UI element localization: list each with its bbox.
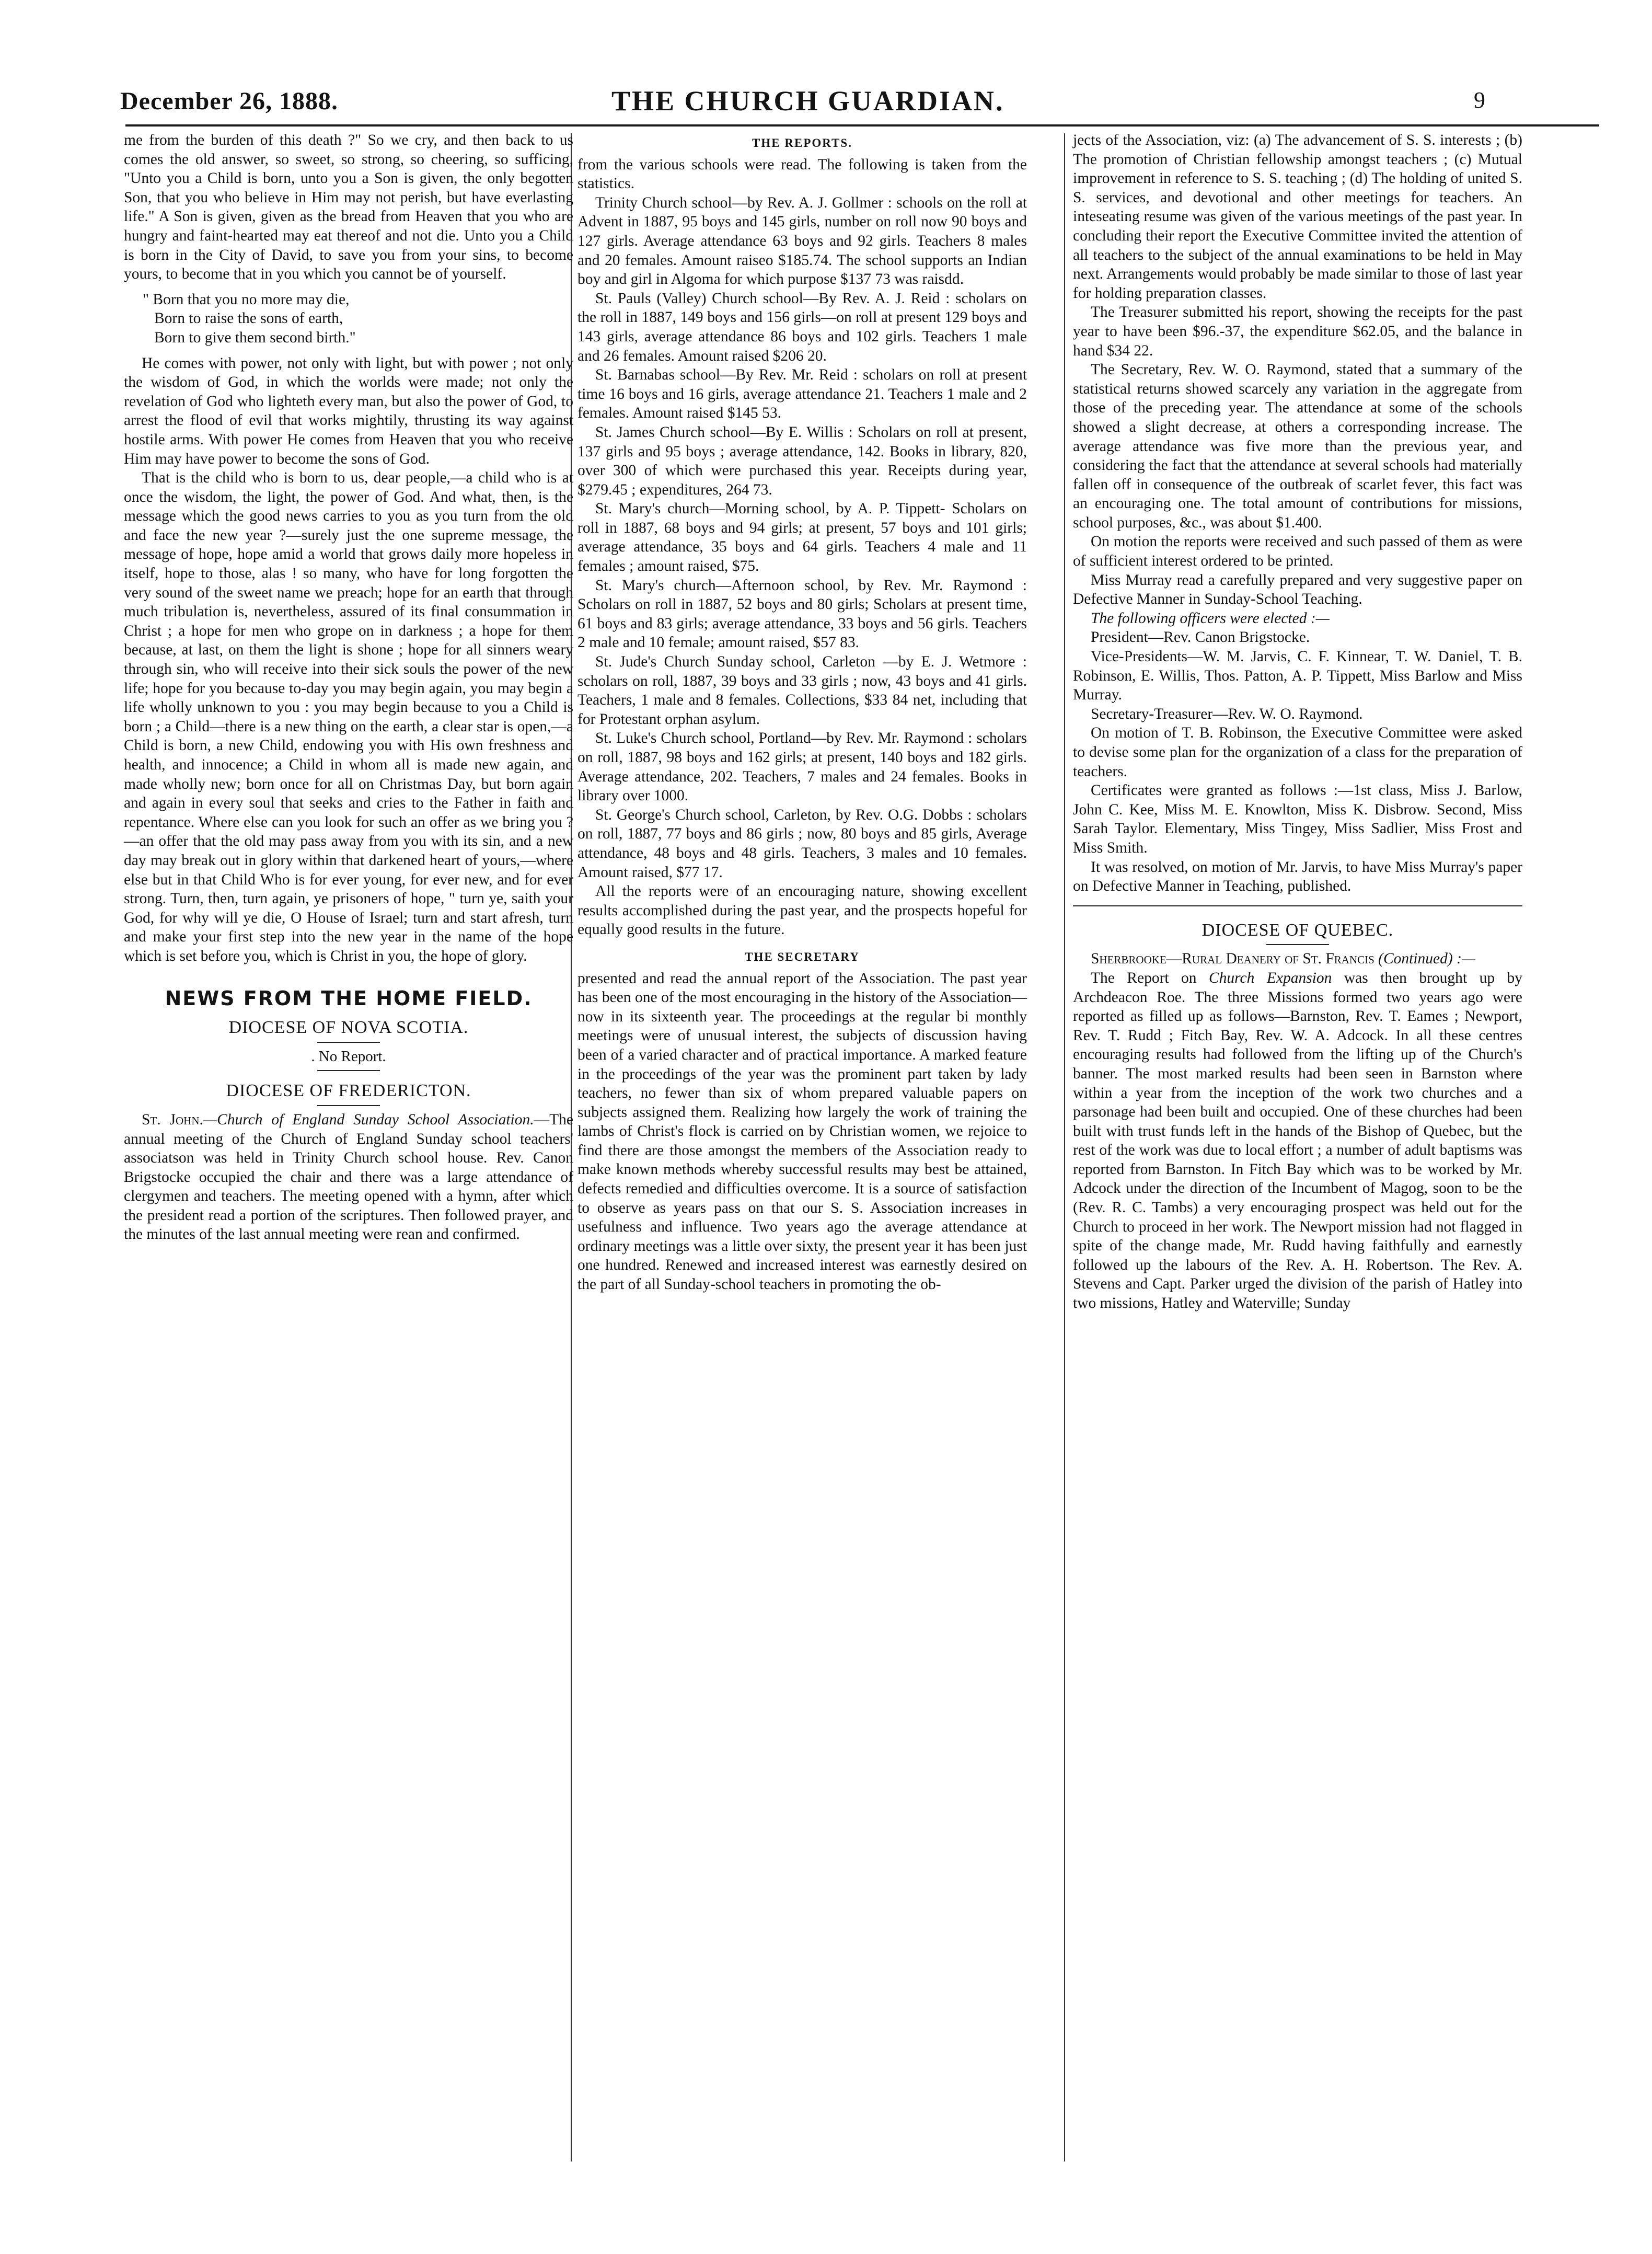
- column-divider: [1064, 133, 1065, 2161]
- report-paragraph: [124, 1110, 573, 1244]
- school-report: St. Jude's Church Sunday school, Carleton —by E. J. Wetmore : scholars on roll, 1887, 39 boys and 33 girls ; now, 43 boys and 41 girls. Teachers, 1 male and 8 females. Collections, $33 84 net, including that for Protestant orphan asylum.: [577, 653, 1027, 728]
- report-text: was then brought up by Archdeacon Roe. The three Missions formed two years ago were reported as filled up as follows—Barnston, Rev. T. Eames ; Newport, Rev. T. Rudd ; Fitch Bay, Rev. W. A. Adcock. In all these centres encouraging results had followed from the lifting up of the Church's banner. The most marked results had been seen in Barnston where within a year from the inception of the work two churches and a parsonage had been built and occupied. One of these churches had been built with trust funds left in the hands of the Bishop of Quebec, but the rest of the work was due to local effort ; a number of adult baptisms was reported from Barnston. In Fitch Bay which was to be worked by Mr. Adcock under the direction of the Incumbent of Magog, soon to be the (Rev. R. C. Tambs) a very encouraging prospect was held out for the Church to proceed in her work. The Newport mission had not flagged in spite of the change made, Mr. Rudd having faithfully and earnestly followed up the labours of the Rev. A. H. Robertson. The Rev. A. Stevens and Capt. Parker urged the division of the parish of Hatley into two missions, Hatley and Waterville; Sunday: [1073, 969, 1523, 1312]
- report-text: The Report on: [1091, 969, 1209, 986]
- subheading: THE SECRETARY: [745, 950, 860, 963]
- report-paragraph: On motion of T. B. Robinson, the Executive Committee were asked to devise some plan for the organization of a class for the preparation of teachers.: [1073, 724, 1522, 780]
- officer-entry: Vice-Presidents—W. M. Jarvis, C. F. Kinnear, T. W. Daniel, T. B. Robinson, E. Willis, Thos. Patton, A. P. Tippett, Miss Barlow and Miss Murray.: [1073, 648, 1522, 704]
- no-report-note: . No Report.: [311, 1048, 386, 1065]
- treasurer-report: The Treasurer submitted his report, showing the receipts for the past year to have been $96.-37, the expenditure $62.05, and the balance in hand $34 22.: [1073, 304, 1522, 359]
- verse-line: " Born that you no more may die,: [143, 291, 350, 308]
- divider: [317, 1105, 380, 1106]
- secretary-report: presented and read the annual report of the Association. The past year has been one of the most encouraging in the history of the Association—now in its sixteenth year. The proceedings at the regular bi monthly meetings were of unusual interest, the subjects of discussion having been of a varied character and of practical importance. A marked feature in the proceedings of the year was the prominent part taken by lady teachers, no fewer than six of whom prepared valuable papers on subjects assigned them. Realizing how largely the work of training the lambs of Christ's flock is carried on by Christian women, we rejoice to find there are those amongst the members of the Association ready to make known methods whereby successful results may best be attained, defects remedied and difficulties overcome. It is a source of satisfaction to observe as years pass on that our S. S. Association increases in usefulness and influence. Two years ago the average attendance at ordinary meetings was a little over sixty, the present year it has been just one hundred. Renewed and increased interest was earnestly desired on the part of all Sunday-school teachers in promoting the ob-: [577, 970, 1027, 1293]
- report-title: Church Expansion: [1208, 969, 1332, 986]
- diocese-heading: DIOCESE OF NOVA SCOTIA.: [228, 1018, 469, 1038]
- report-paragraph: jects of the Association, viz: (a) The advancement of S. S. interests ; (b) The promotion of Christian fellowship amongst teachers ; (c) Mutual improvement in reference to S. S. teaching ; (d) The holding of united S. S. services, and devotional and other meetings for teachers. An inteseating resume was given of the various meetings of the past year. In concluding their report the Executive Committee invited the attention of all teachers to the subject of the annual examinations to be held in May next. Arrangements would probably be made similar to those of last year for holding preparation classes.: [1073, 132, 1522, 302]
- verse-line: Born to raise the sons of earth,: [154, 310, 343, 327]
- school-report: St. Luke's Church school, Portland—by Rev. Mr. Raymond : scholars on roll, 1887, 98 boys and 162 girls; at present, 140 boys and 182 girls. Average attendance, 202. Teachers, 7 males and 24 females. Books in library over 1000.: [577, 730, 1027, 804]
- report-paragraph: [1073, 969, 1522, 1313]
- report-paragraph: It was resolved, on motion of Mr. Jarvis, to have Miss Murray's paper on Defective Manner in Teaching, published.: [1073, 858, 1522, 895]
- school-report: St. Mary's church—Morning school, by A. P. Tippett- Scholars on roll in 1887, 68 boys and 94 girls; at present, 57 boys and 101 girls; average attendance, 35 boys and 64 girls. Teachers 4 male and 11 females ; amount raised, $75.: [577, 500, 1027, 575]
- school-report: St. George's Church school, Carleton, by Rev. O.G. Dobbs : scholars on roll, 1887, 77 boys and 86 girls ; now, 80 boys and 85 girls, Average attendance, 48 boys and 48 girls. Teachers, 3 males and 10 females. Amount raised, $77 17.: [577, 806, 1027, 881]
- school-report: Trinity Church school—by Rev. A. J. Gollmer : schools on the roll at Advent in 1887, 95 boys and 145 girls, number on roll now 90 boys and 127 girls. Average attendance 63 boys and 92 girls. Teachers 8 males and 20 females. Amount raiseo $185.74. The school supports an Indian boy and girl in Algoma for which purpose $137 73 was raisdd.: [577, 194, 1027, 288]
- officer-entry: President—Rev. Canon Brigstocke.: [1091, 629, 1310, 646]
- report-paragraph: [1073, 949, 1522, 969]
- diocese-heading: DIOCESE OF FREDERICTON.: [226, 1081, 471, 1101]
- sermon-paragraph: That is the child who is born to us, dear people,—a child who is at once the wisdom, the light, the power of God. And what, then, is the message which the good news carries to you as you turn from the old and face the new year ?—surely just the one supreme message, the message of hope, hope amid a world that grows daily more hopeless in itself, hope to those, alas ! so many, who have for long forgotten the very sound of the sweet name we preach; hope for an earth that through much tribulation is, nevertheless, assured of its final consummation in Christ ; a hope for men who grope on in darkness ; a hope for them because, at last, on them the light is shone ; hope for all sinners weary through sin, who will receive into their sick souls the power of the new life; hope for you because to-day you may begin again, you may begin a life wholly unknown to you : you may begin because to you a Child is born ; a Child—there is a new thing on the earth, a clear star is open,—a Child is born, a new Child, endowing you with His own freshness and health, and innocence; a Child in whom all is made new again, and made wholly new; born once for all on Christmas Day, but born again and again in every soul that seeks and cries to the Father in faith and repentance. Where else can you look for such an offer as we bring you ?—an offer that the old may pass away from you with its sin, and a new day may break out in glory within that darkened heart of yours,—where else but in that Child Who is for ever young, for ever new, and for ever strong. Turn, then, turn again, ye prisoners of hope, " turn ye, saith your God, for why will ye die, O House of Israel; turn and start afresh, turn and make your first step into the new year in the name of the hope which is set before you, which is Christ in you, the hope of glory.: [124, 469, 573, 964]
- report-text: —The annual meeting of the Church of England Sunday school teachers' associatson was held in Trinity Church school house. Rev. Canon Brigstocke occupied the chair and there was a large attendance of clergymen and teachers. The meeting opened with a hymn, after which the president read a portion of the scriptures. Then followed prayer, and the minutes of the last annual meeting were rean and confirmed.: [124, 1111, 573, 1243]
- school-report: St. Mary's church—Afternoon school, by Rev. Mr. Raymond : Scholars on roll in 1887, 52 boys and 80 girls; Scholars at present time, 61 boys and 83 girls; average attendance, 33 boys and 56 girls. Teachers 2 male and 10 female; amount raised, $57 83.: [577, 577, 1027, 651]
- report-paragraph: from the various schools were read. The following is taken from the statistics.: [577, 156, 1027, 192]
- divider: [317, 1042, 380, 1043]
- column-3: [1073, 131, 1522, 1313]
- school-report: St. Barnabas school—By Rev. Mr. Reid : scholars on roll at present time 16 boys and 16 girls, average attendance 21. Teachers 1 male and 2 females. Amount raised $145 53.: [577, 366, 1027, 422]
- school-report: St. James Church school—By E. Willis : Scholars on roll at present, 137 girls and 95 boys ; average attendance, 142. Books in library, 820, over 300 of which were purchased this year. Receipts during year, $279.45 ; expenditures, 264 73.: [577, 423, 1027, 498]
- column-1: [124, 131, 573, 1244]
- hymn-verse: [143, 290, 573, 348]
- divider: [317, 1070, 380, 1071]
- report-paragraph: The following officers were elected :—: [1091, 610, 1330, 627]
- sermon-paragraph: He comes with power, not only with light, but with power ; not only the wisdom of God, in which the worlds were made; not only the revelation of God who lighteth every man, but also the power of God, to arrest the flood of evil that works mightily, thrusting its way against hostile arms. With power He comes from Heaven that you who receive Him may have power to become the sons of God.: [124, 354, 573, 467]
- report-paragraph: Miss Murray read a carefully prepared and very suggestive paper on Defective Manner in Sunday-School Teaching.: [1073, 571, 1522, 608]
- subheading: THE REPORTS.: [752, 136, 852, 150]
- officer-entry: Secretary-Treasurer—Rev. W. O. Raymond.: [1091, 705, 1363, 722]
- section-heading: NEWS FROM THE HOME FIELD.: [165, 986, 533, 1010]
- report-paragraph: The Secretary, Rev. W. O. Raymond, stated that a summary of the statistical returns showed scarcely any variation in the aggregate from those of the preceding year. The attendance at some of the schools showed a slight decrease, at others a corresponding increase. The average attendance was five more than the previous year, and considering the fact that the attendance at several schools had materially fallen off in consequence of the outbreak of scarlet fever, this fact was an encouraging one. The total amount of contributions for missions, school purposes, &c., was about $1.400.: [1073, 361, 1522, 531]
- divider: [1266, 944, 1329, 945]
- page-header: [42, 73, 1557, 136]
- masthead-title: THE CHURCH GUARDIAN.: [611, 85, 1004, 117]
- column-2: [577, 131, 1027, 1294]
- certificates-paragraph: Certificates were granted as follows :—1st class, Miss J. Barlow, John C. Kee, Miss M. E. Knowlton, Miss K. Disbrow. Second, Miss Sarah Taylor. Elementary, Miss Tingey, Miss Sadlier, Miss Frost and Miss Smith.: [1073, 782, 1522, 856]
- deanery-name: Sherbrooke—Rural Deanery of St. Francis: [1091, 950, 1374, 968]
- header-rule: [125, 124, 1599, 126]
- divider: [1073, 905, 1522, 906]
- issue-date: December 26, 1888.: [120, 87, 338, 115]
- report-summary: All the reports were of an encouraging nature, showing excellent results accomplished during the past year, and the prospects hopeful for equally good results in the future.: [577, 883, 1027, 938]
- sermon-paragraph: me from the burden of this death ?" So we cry, and then back to us comes the old answer, so sweet, so strong, so cheering, so sufficing, "Unto you a Child is born, unto you a Son is given, the only begotten Son, that you who believe in Him may not perish, but have everlasting life." A Son is given, given as the bread from Heaven that you who are hungry and faint-hearted may eat thereof and not die. Unto you a Child is born in the City of David, to save you from your sins, to become yours, to become that in you which you cannot be of yourself.: [124, 132, 573, 283]
- diocese-heading: DIOCESE OF QUEBEC.: [1202, 920, 1394, 940]
- school-report: St. Pauls (Valley) Church school—By Rev. A. J. Reid : scholars on the roll in 1887, 149 boys and 156 girls—on roll at present 129 boys and 143 girls, average attendance 86 boys and 102 girls. Teachers 1 male and 26 females. Amount raised $206 20.: [577, 290, 1027, 364]
- verse-line: Born to give them second birth.": [154, 329, 356, 346]
- report-paragraph: On motion the reports were received and such passed of them as were of sufficient interest ordered to be printed.: [1073, 533, 1522, 570]
- association-name: —Church of England Sunday School Association.: [203, 1111, 534, 1128]
- place-name: St. John.: [142, 1111, 203, 1128]
- page-number: 9: [1474, 87, 1485, 113]
- continued-note: (Continued) :—: [1378, 950, 1476, 968]
